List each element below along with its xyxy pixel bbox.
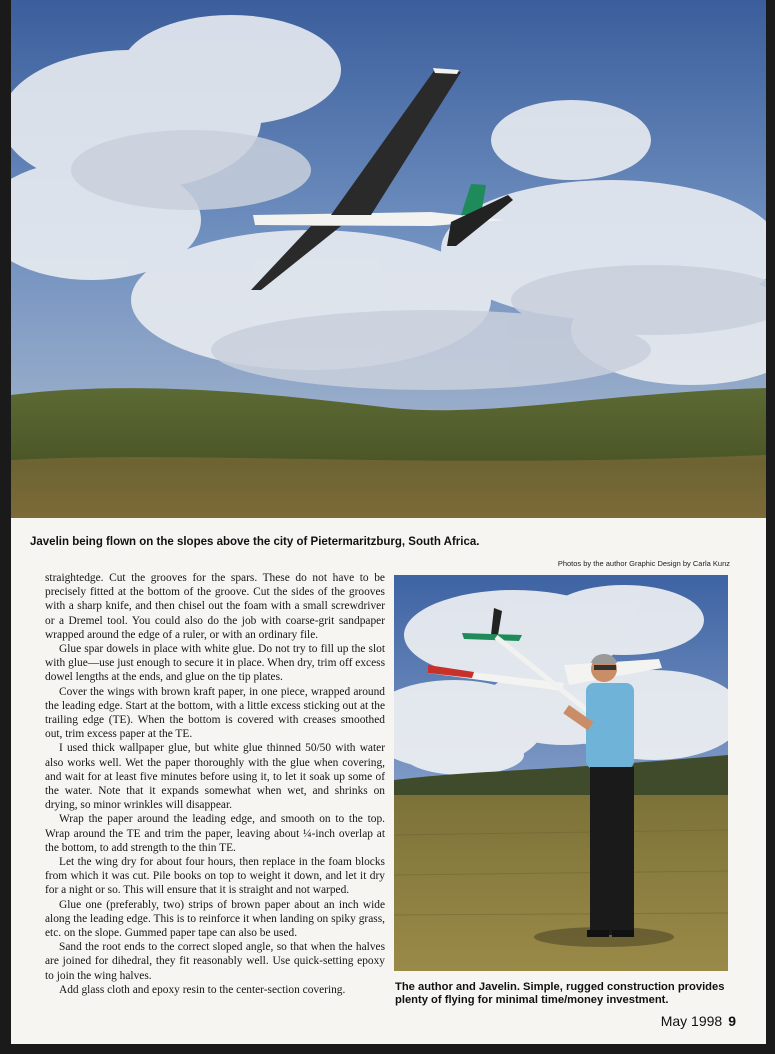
article-body <box>45 571 385 997</box>
article-paragraph: Add glass cloth and epoxy resin to the center-section covering. <box>59 983 346 996</box>
article-paragraph: Wrap the paper around the leading edge, and smooth on to the top. Wrap around the TE and trim the paper, leaving about ¼-inch overlap at the bottom, to add strength to the thin TE. <box>45 813 385 854</box>
article-paragraph: Glue spar dowels in place with white glue. Do not try to fill up the slot with glue—use just enough to secure it in place. When dry, trim off excess dowel lengths at the ends, and glue on the tip plates. <box>45 643 385 684</box>
top-photo-caption: Javelin being flown on the slopes above the city of Pietermaritzburg, South Africa. <box>30 536 480 548</box>
author-with-glider-photo <box>394 575 728 971</box>
article-paragraph: Sand the root ends to the correct sloped angle, so that when the halves are joined for dihedral, they fit reasonably well. Use quick-setting epoxy to join the wing halves. <box>45 941 385 982</box>
article-paragraph: straightedge. Cut the grooves for the spars. These do not have to be precisely fitted at the bottom of the groove. Cut the sides of the grooves with a sharp knife, and then chisel out the foam with a small screwdriver or a Dremel tool. You could also do the job with coarse-grit sandpaper wrapped around the edge of a ruler, or with an ordinary file. <box>45 572 385 641</box>
magazine-page <box>11 0 766 1044</box>
bottom-photo-caption: The author and Javelin. Simple, rugged construction provides plenty of flying for minimal time/money investment. <box>395 981 725 1006</box>
glider-in-flight-photo <box>11 0 766 518</box>
article-paragraph: Let the wing dry for about four hours, then replace in the foam blocks from which it was cut. Pile books on top to weight it down, and let it dry for a night or so. This will ensure that it is straight and not warped. <box>45 856 385 897</box>
issue-date: May 1998 <box>660 1013 723 1029</box>
article-paragraph: Glue one (preferably, two) strips of brown paper about an inch wide along the leading edge. This is to reinforce it when landing on spiky grass, etc. on the slope. Gummed paper tape can also be used. <box>45 898 385 940</box>
article-paragraph: I used thick wallpaper glue, but white glue thinned 50/50 with water also works well. Wet the paper thoroughly with the glue when covering, and wait for at least five minutes before using it, to let it soak up some of the water. Note that it expands somewhat when wet, and shrinks on drying, so minor wrinkles will disappear. <box>45 742 385 812</box>
page-number: 9 <box>728 1013 736 1029</box>
photo-credits: Photos by the author Graphic Design by Carla Kunz <box>557 559 730 568</box>
page-folio <box>661 1013 736 1029</box>
article-paragraph: Cover the wings with brown kraft paper, in one piece, wrapped around the leading edge. Start at the bottom, with a little excess sticking out at the trailing edge (TE). When the bottom is covered with creases smoothed out, trim excess paper at the TE. <box>45 685 385 741</box>
